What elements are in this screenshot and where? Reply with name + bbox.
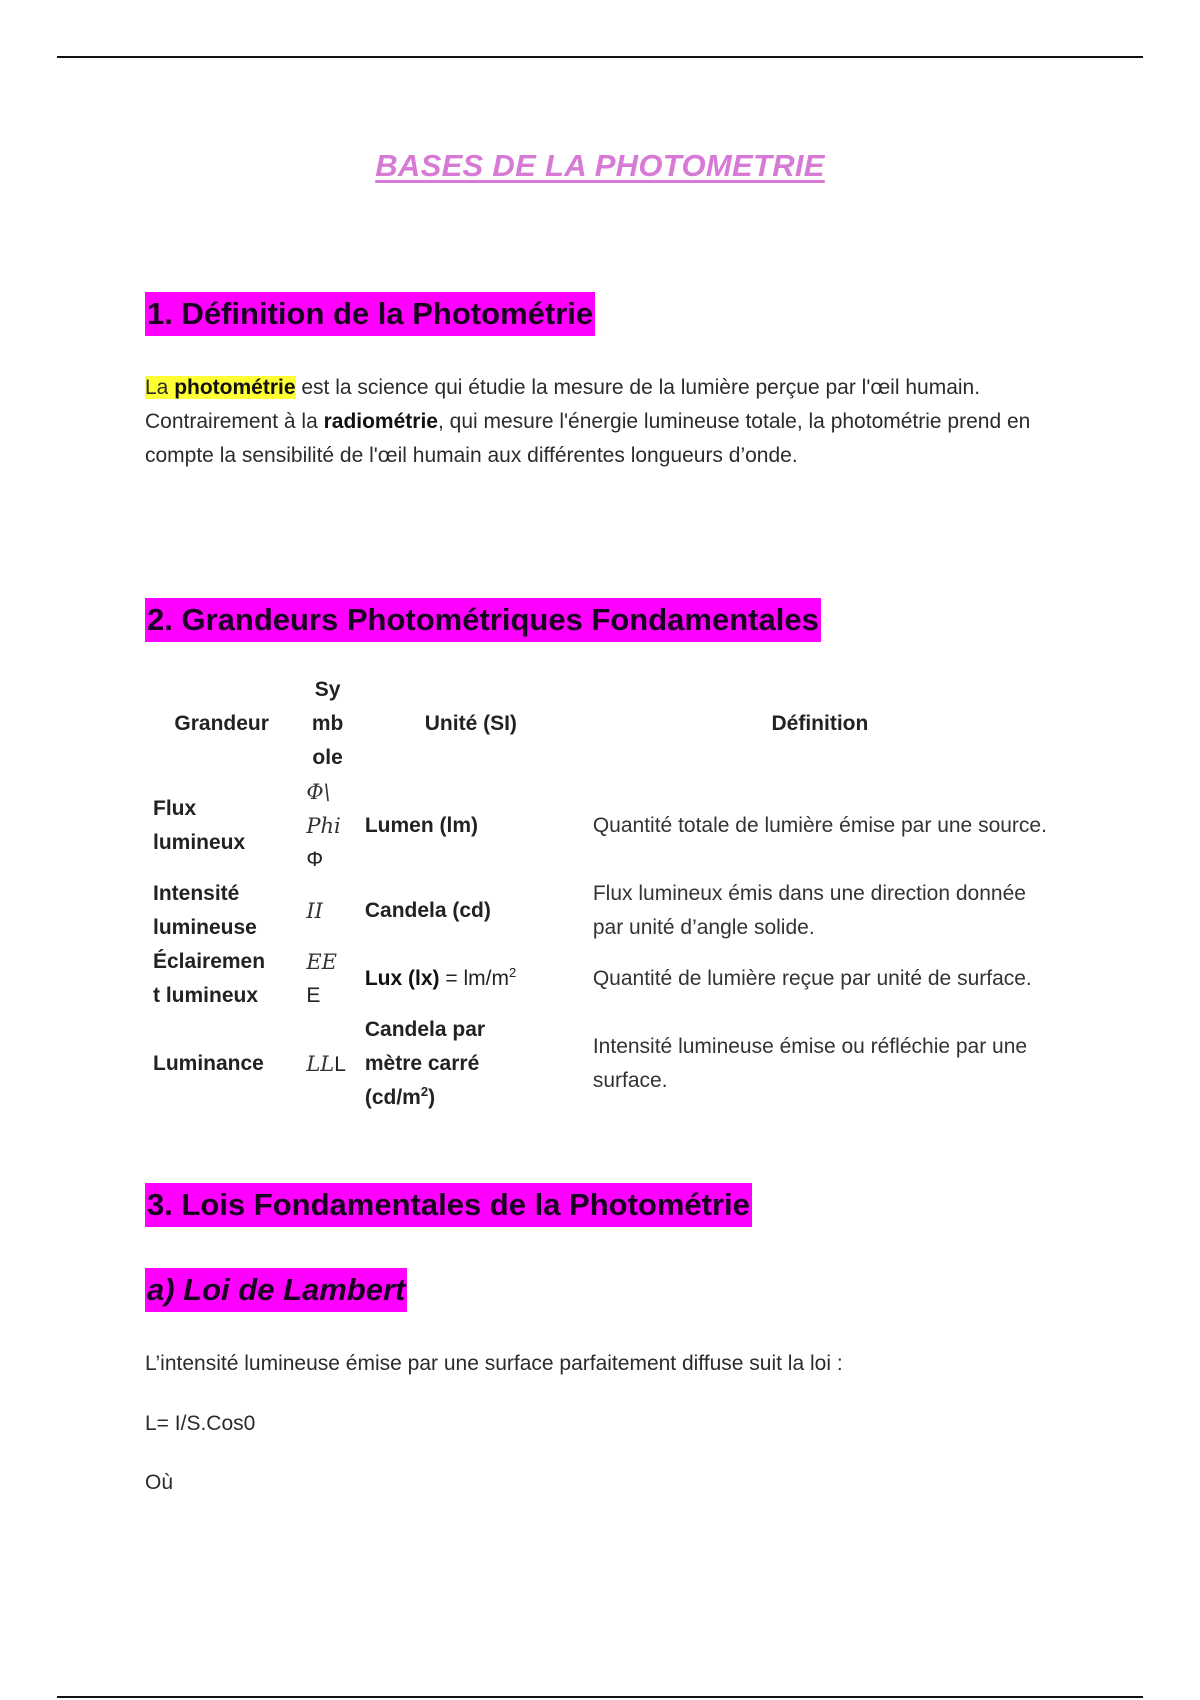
unite-line: mètre carré: [364, 1052, 480, 1075]
symbole-cell: [298, 945, 357, 1013]
unite-sup: 2: [508, 965, 517, 980]
unite-sup: 2: [420, 1084, 429, 1099]
symbole-cell: [298, 775, 357, 877]
definition-cell: Flux lumineux émis dans une direction donnée par unité d’angle solide.: [592, 882, 1026, 939]
symbole-line: EE: [306, 950, 338, 974]
intro-paragraph: [145, 371, 1045, 473]
page-title: BASES DE LA PHOTOMETRIE: [375, 148, 825, 183]
definition-cell: Intensité lumineuse émise ou réfléchie par une surface.: [592, 1035, 1028, 1092]
unite-cell: Candela (cd): [364, 899, 491, 922]
grandeur-cell: Luminance: [153, 1052, 264, 1075]
ou-label: Où: [145, 1471, 174, 1494]
grandeur-cell: [145, 775, 298, 877]
grandeur-line: Éclairemen: [153, 950, 266, 973]
unite-main: Lux (lx): [364, 967, 440, 990]
unite-line: Candela par: [364, 1018, 486, 1041]
table-row: [145, 1013, 1055, 1115]
symbole-line: LL: [306, 1051, 335, 1076]
table-row: [145, 945, 1055, 1013]
unite-cell: [357, 1013, 585, 1115]
grandeur-line: t lumineux: [153, 984, 259, 1007]
symbole-line: Phi: [306, 814, 341, 838]
unite-cell: [357, 945, 585, 1013]
intro-text-end: , qui mesure l'énergie lumineuse totale, la photométrie prend en compte la sensibilité de l'œil humain aux différentes longueurs d’onde.: [145, 410, 1031, 467]
highlight-la: La: [145, 376, 169, 399]
loi-lambert-heading: a) Loi de Lambert: [145, 1268, 407, 1312]
symbole-line: Φ\: [306, 780, 331, 804]
lambert-text: L’intensité lumineuse émise par une surface parfaitement diffuse suit la loi :: [145, 1352, 843, 1375]
table-row: [145, 775, 1055, 877]
definition-cell: Quantité totale de lumière émise par une source.: [592, 814, 1047, 837]
grandeur-line: Flux: [153, 797, 197, 820]
section-2-heading: 2. Grandeurs Photométriques Fondamentales: [145, 598, 821, 642]
unite-line: [365, 1081, 577, 1115]
symbole-line-3: ole: [312, 746, 343, 769]
lambert-formula: L= I/S.Cos0: [145, 1412, 256, 1435]
section-3-heading: 3. Lois Fondamentales de la Photométrie: [145, 1183, 752, 1227]
term-photometrie: photométrie: [174, 376, 296, 399]
grandeur-cell: [145, 945, 298, 1013]
term-radiometrie: radiométrie: [323, 410, 438, 433]
col-header-grandeur: Grandeur: [174, 712, 269, 735]
symbole-line: L: [334, 1052, 346, 1076]
symbole-line: Φ: [306, 848, 324, 871]
top-rule: [57, 56, 1143, 58]
unite-part: ): [428, 1086, 436, 1109]
symbole-line: II: [306, 899, 323, 923]
intro-text-mid: est la science qui étudie la mesure de la lumière perçue par l'œil humain. Contrairement à la: [145, 376, 981, 433]
col-header-definition: Définition: [771, 712, 869, 735]
symbole-line: E: [306, 984, 321, 1007]
unite-cell: Lumen (lm): [364, 814, 479, 837]
col-header-unite: Unité (SI): [424, 712, 517, 735]
grandeur-line: lumineux: [153, 831, 246, 854]
grandeur-line: lumineuse: [153, 916, 257, 939]
symbole-cell: [298, 1013, 357, 1115]
grandeur-line: Intensité: [153, 882, 240, 905]
definition-cell: Quantité de lumière reçue par unité de surface.: [592, 967, 1032, 990]
table-row: [145, 877, 1055, 945]
grandeurs-table: [145, 673, 1055, 1115]
table-header-row: [145, 673, 1055, 775]
bottom-rule: [57, 1696, 1143, 1698]
unite-extra: = lm/m: [439, 967, 509, 990]
symbole-line-1: Sy: [314, 678, 341, 701]
unite-part: (cd/m: [364, 1086, 421, 1109]
section-1-heading: 1. Définition de la Photométrie: [145, 292, 595, 336]
symbole-cell: [298, 877, 357, 945]
col-header-symbole: [298, 673, 357, 775]
grandeur-cell: [145, 877, 298, 945]
symbole-line-2: mb: [311, 712, 344, 735]
